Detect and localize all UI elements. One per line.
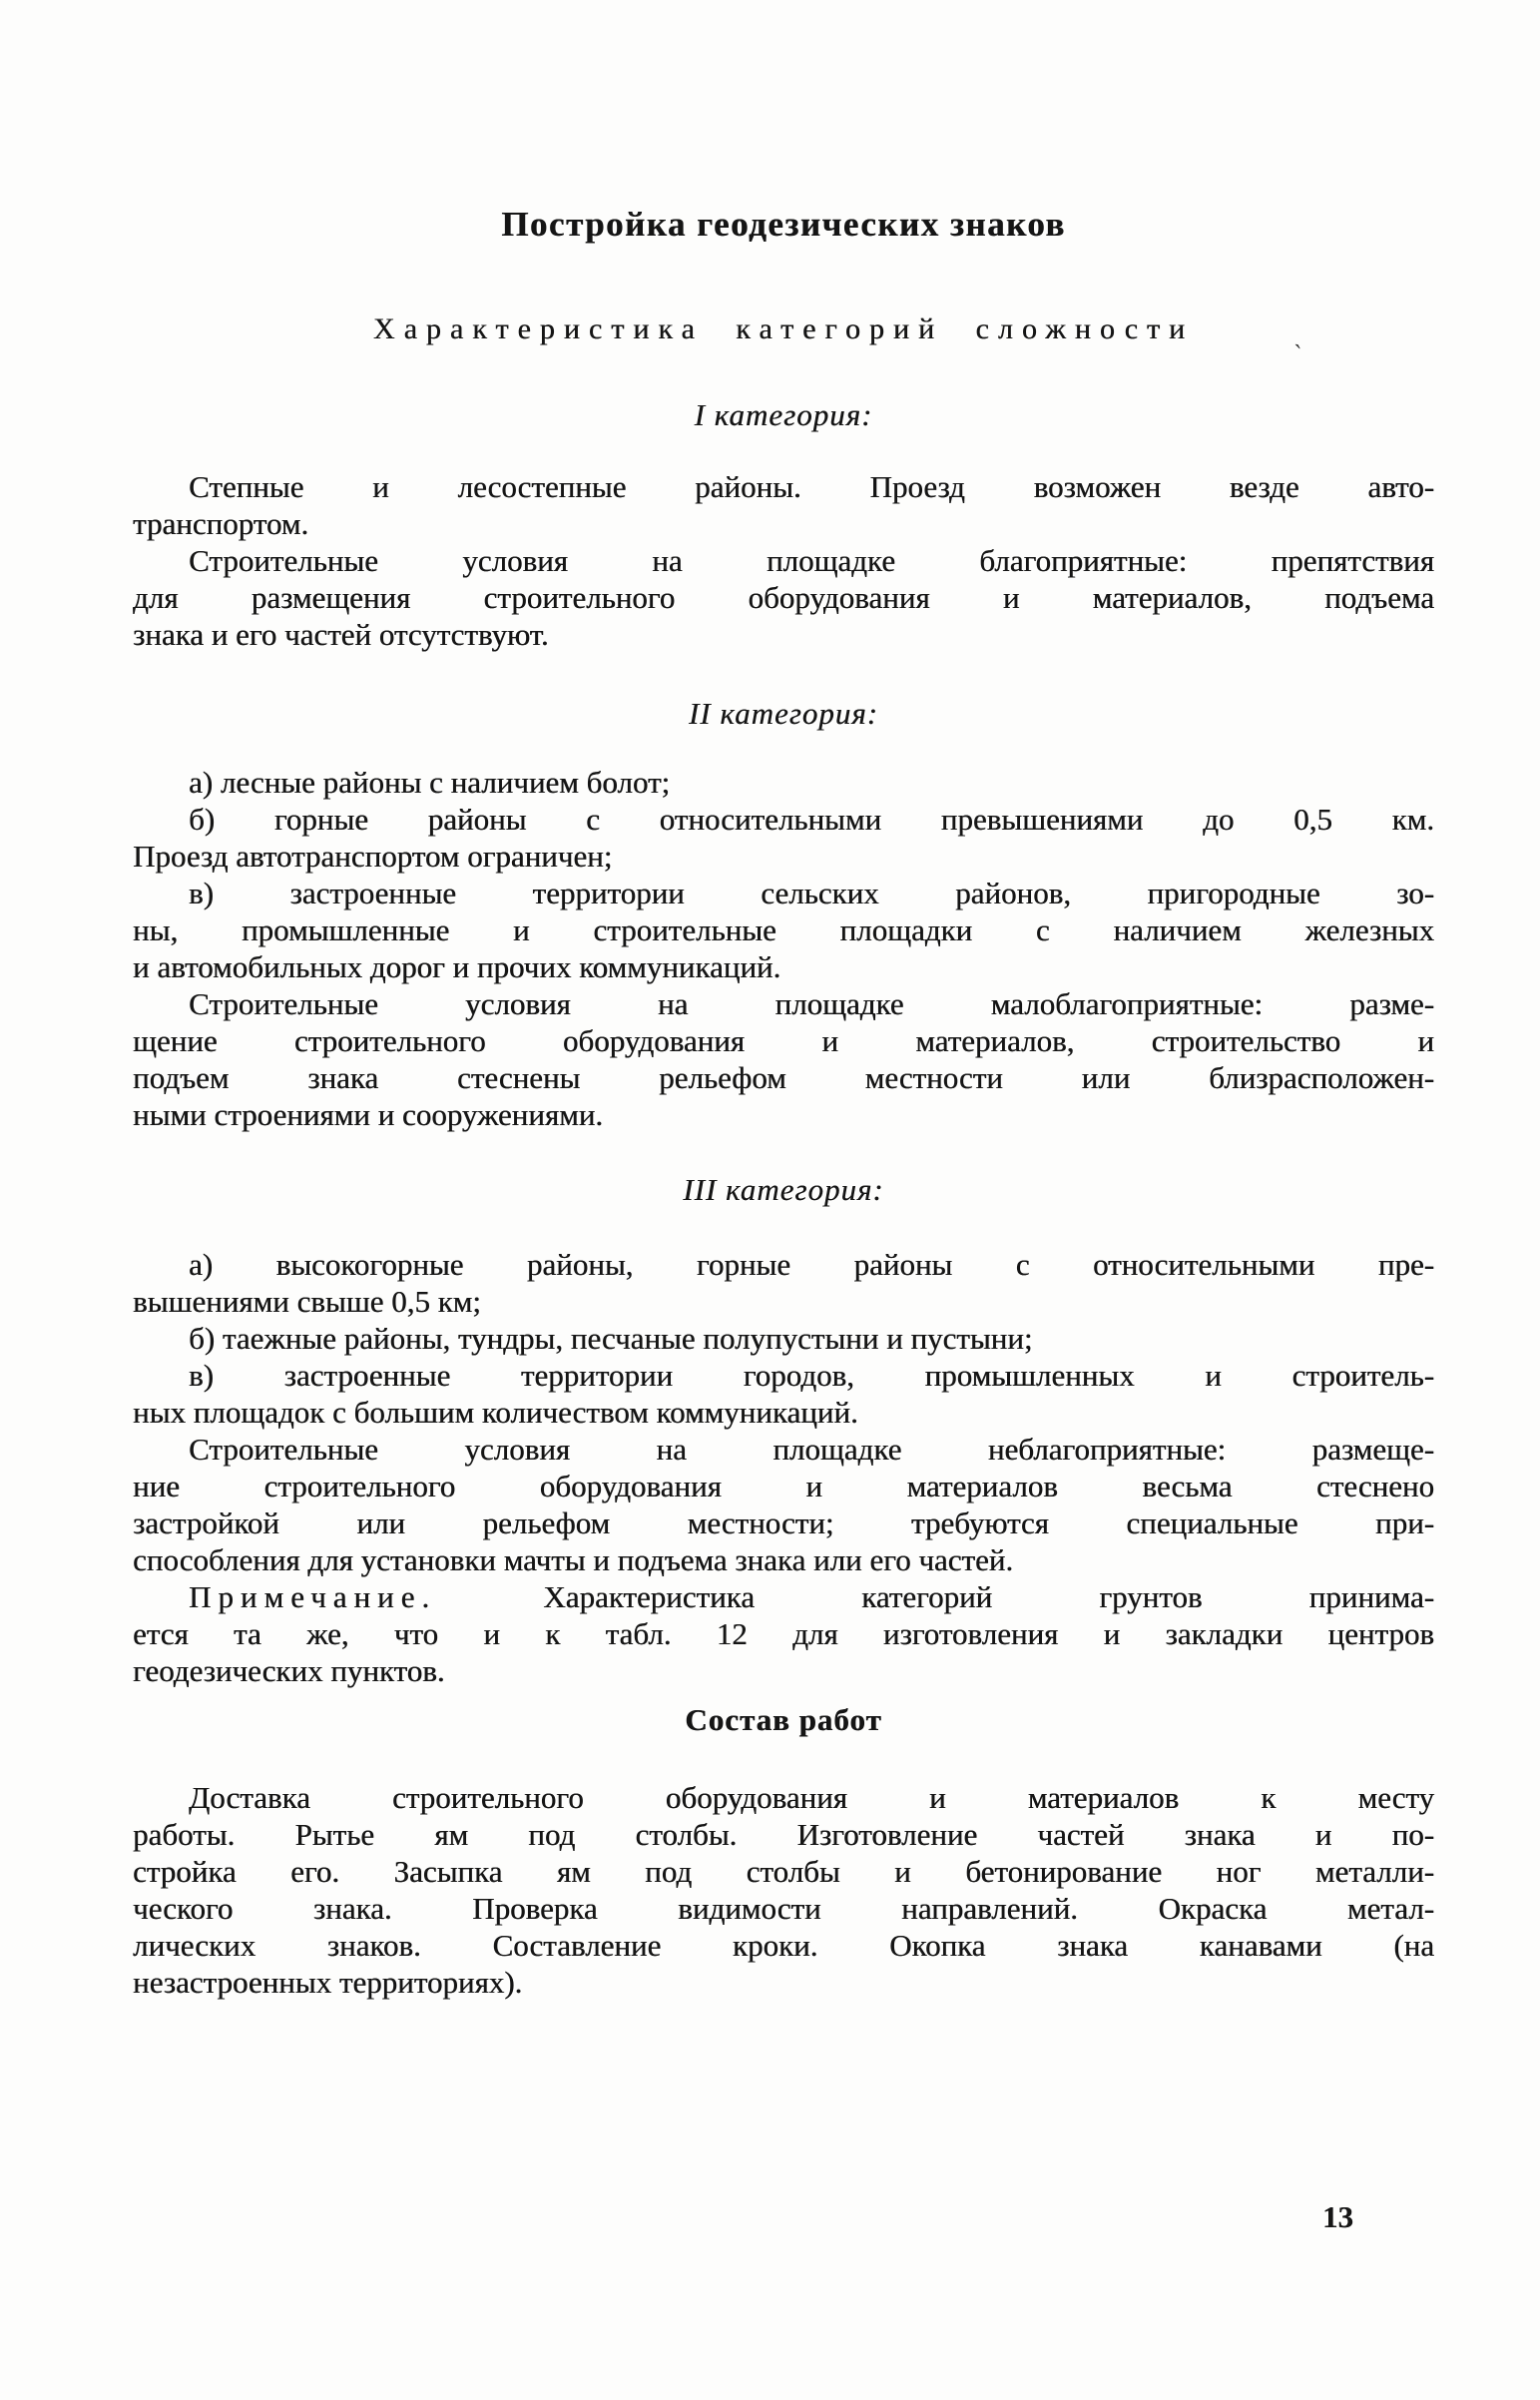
paragraph — [133, 542, 1434, 653]
text-line: Степные и лесостепные районы. Проезд возможен везде авто- — [189, 469, 1434, 504]
section-category-3 — [133, 1173, 1434, 1689]
text-line: геодезических пунктов. — [133, 1653, 445, 1688]
text-line: незастроенных территориях). — [133, 1965, 523, 2000]
text-line: а) лесные районы с наличием болот; — [189, 765, 671, 800]
paragraph — [133, 1779, 1434, 2001]
text-line: б) горные районы с относительными превышениями до 0,5 км. — [189, 802, 1434, 837]
text-line: ние строительного оборудования и материалов весьма стеснено — [133, 1469, 1434, 1503]
list-item-a — [133, 764, 1434, 801]
text-line: для размещения строительного оборудования и материалов, подъема — [133, 580, 1434, 615]
text-line: а) высокогорные районы, горные районы с относительными пре- — [189, 1247, 1434, 1282]
text-line: ческого знака. Проверка видимости направлений. Окраска метал- — [133, 1891, 1434, 1926]
text-line: в) застроенные территории городов, промышленных и строитель- — [189, 1358, 1434, 1393]
section-category-2 — [133, 697, 1434, 1133]
paragraph — [133, 1431, 1434, 1578]
text-line: транспортом. — [133, 506, 309, 541]
text-line: Строительные условия на площадке малоблагоприятные: разме- — [189, 986, 1434, 1021]
list-item-a — [133, 1246, 1434, 1320]
works-heading: Состав работ — [685, 1702, 882, 1737]
note-paragraph — [133, 1578, 1434, 1689]
text-line: б) таежные районы, тундры, песчаные полупустыни и пустыни; — [189, 1321, 1033, 1356]
note-label: Примечание. — [189, 1579, 437, 1614]
page-title: Постройка геодезических знаков — [501, 205, 1066, 244]
category-1-heading: I категория: — [694, 397, 873, 432]
text-line: Строительные условия на площадке благоприятные: препятствия — [189, 543, 1434, 578]
section-category-1 — [133, 398, 1434, 653]
text-line: и автомобильных дорог и прочих коммуникаций. — [133, 949, 781, 984]
category-3-heading: III категория: — [683, 1172, 884, 1207]
text-line: стройка его. Засыпка ям под столбы и бетонирование ног металли- — [133, 1854, 1434, 1889]
text-line: работы. Рытье ям под столбы. Изготовление частей знака и по- — [133, 1817, 1434, 1852]
category-1-body — [133, 468, 1434, 653]
page-number: 13 — [1322, 2199, 1353, 2234]
text-line: способления для установки мачты и подъема знака или его частей. — [133, 1542, 1014, 1577]
section-works — [133, 1703, 1434, 2001]
text-line — [133, 1578, 1434, 1615]
paragraph — [133, 985, 1434, 1133]
category-2-body — [133, 764, 1434, 1133]
text-line: подъем знака стеснены рельефом местности или близрасположен- — [133, 1060, 1434, 1095]
text-line: ных площадок с большим количеством коммуникаций. — [133, 1395, 858, 1430]
text-line: ны, промышленные и строительные площадки с наличием железных — [133, 912, 1434, 947]
list-item-v — [133, 1357, 1434, 1431]
category-3-body — [133, 1246, 1434, 1689]
text-line: ется та же, что и к табл. 12 для изготовления и закладки центров — [133, 1616, 1434, 1651]
text-line: застройкой или рельефом местности; требуются специальные при- — [133, 1505, 1434, 1540]
list-item-b — [133, 801, 1434, 875]
text-line: вышениями свыше 0,5 км; — [133, 1284, 481, 1319]
text-line: знака и его частей отсутствуют. — [133, 617, 549, 652]
subtitle: Характеристика категорий сложности — [372, 312, 1195, 345]
scan-artifact-mark: ` — [1290, 338, 1303, 369]
works-body — [133, 1779, 1434, 2001]
text-line: ными строениями и сооружениями. — [133, 1097, 604, 1132]
category-2-heading: II категория: — [688, 696, 879, 731]
list-item-b — [133, 1320, 1434, 1357]
page-content — [133, 0, 1434, 2001]
list-item-v — [133, 875, 1434, 985]
text-line: Строительные условия на площадке неблагоприятные: размеще- — [189, 1432, 1434, 1467]
paragraph — [133, 468, 1434, 542]
text-line: в) застроенные территории сельских районов, пригородные зо- — [189, 876, 1434, 910]
note-text: Характеристика категорий грунтов принима- — [543, 1579, 1434, 1614]
text-line: лических знаков. Составление кроки. Окопка знака канавами (на — [133, 1928, 1434, 1963]
text-line: щение строительного оборудования и материалов, строительство и — [133, 1023, 1434, 1058]
text-line: Доставка строительного оборудования и материалов к месту — [189, 1780, 1434, 1815]
text-line: Проезд автотранспортом ограничен; — [133, 839, 613, 874]
